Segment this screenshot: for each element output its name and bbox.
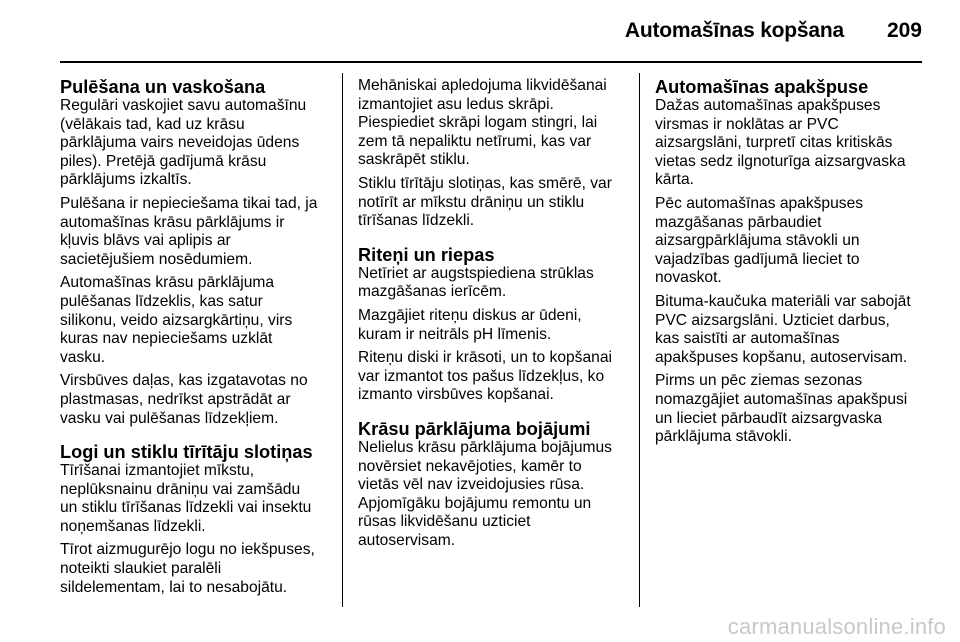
paragraph: Tīrīšanai izmantojiet mīkstu, neplūksnainu drāniņu vai zamšādu un stiklu tīrīšanas līdzekli vai insektu noņemšanas līdzekli. (60, 462, 312, 535)
chapter-title: Automašīnas kopšana (624, 19, 844, 42)
paragraph: Nelielus krāsu pārklājuma bojājumus novērsiet nekavējoties, kamēr to vietās vēl nav izveidojusies rūsa. Apjomīgāku bojājumu remontu un rūsas likvidēšanu uzticiet autoservisam. (358, 438, 612, 549)
paragraph: Mehāniskai apledojuma likvidēšanai izmantojiet asu ledus skrāpi. Piespiediet skrāpi logam stingri, lai zem tā nepaliktu netīrumi, kas var saskrāpēt stiklu. (358, 77, 607, 169)
paragraph: Bituma-kaučuka materiāli var sabojāt PVC aizsargslāni. Uzticiet darbus, kas saistīti ar automašīnas apakšpuses kopšanu, autoservisam. (655, 292, 911, 366)
column-left (60, 77, 332, 602)
section-title-windows-wipers: Logi un stiklu tīrītāju slotiņas (60, 442, 313, 463)
page-number: 209 (886, 19, 922, 42)
paragraph: Netīriet ar augstspiediena strūklas mazgāšanas ierīcēm. (358, 264, 594, 301)
section-title-polishing: Pulēšana un vaskošana (60, 77, 266, 97)
paragraph: Pēc automašīnas apakšpuses mazgāšanas pārbaudiet aizsargpārklājuma stāvokli un vajadzības gadījumā lieciet to novaskot. (655, 194, 864, 287)
paragraph: Pirms un pēc ziemas sezonas nomazgājiet automašīnas apakšpusi un lieciet pārbaudīt aizsargvaska pārklājuma stāvokli. (655, 372, 908, 446)
column-middle (358, 77, 630, 555)
paragraph: Virsbūves daļas, kas izgatavotas no plastmasas, nedrīkst apstrādāt ar vasku vai pulēšanas līdzekļiem. (60, 372, 308, 427)
paragraph: Dažas automašīnas apakšpuses virsmas ir noklātas ar PVC aizsargslāni, turpretī citas kritiskās vietas sedz ilgnoturīga aizsargvaska kārta. (655, 97, 906, 189)
paragraph: Mazgājiet riteņu diskus ar ūdeni, kuram ir neitrāls pH līmenis. (358, 306, 582, 343)
paragraph: Riteņu diski ir krāsoti, un to kopšanai var izmantot tos pašus līdzekļus, ko izmanto virsbūves kopšanai. (358, 349, 612, 404)
page-header (0, 0, 960, 62)
section-title-wheels-tyres: Riteņi un riepas (358, 244, 495, 265)
paragraph: Automašīnas krāsu pārklājuma pulēšanas līdzeklis, kas satur silikonu, veido aizsargkārtiņu, virs kuras nav nepieciešams uzklāt vasku. (60, 274, 293, 366)
header-divider (60, 61, 922, 63)
watermark-text: carmanualsonline.info (727, 614, 946, 639)
paragraph: Stiklu tīrītāju slotiņas, kas smērē, var notīrīt ar mīkstu drāniņu un stiklu tīrīšanas līdzekli. (358, 174, 612, 230)
paragraph: Pulēšana ir nepieciešama tikai tad, ja automašīnas krāsu pārklājums ir kļuvis blāvs vai aplipis ar sacietējušiem nosēdumiem. (60, 194, 318, 268)
section-title-paint-damage: Krāsu pārklājuma bojājumi (358, 418, 591, 439)
section-title-underbody: Automašīnas apakšpuse (655, 77, 869, 97)
column-right (655, 77, 927, 452)
column-divider (639, 73, 640, 607)
column-divider (342, 73, 343, 607)
paragraph: Regulāri vaskojiet savu automašīnu (vēlākais tad, kad uz krāsu pārklājuma vairs neveidojas ūdens piles). Pretējā gadījumā krāsu pārklājums izkaltīs. (60, 97, 307, 189)
paragraph: Tīrot aizmugurējo logu no iekšpuses, noteikti slaukiet paralēli sildelementam, lai to nesabojātu. (60, 541, 315, 596)
